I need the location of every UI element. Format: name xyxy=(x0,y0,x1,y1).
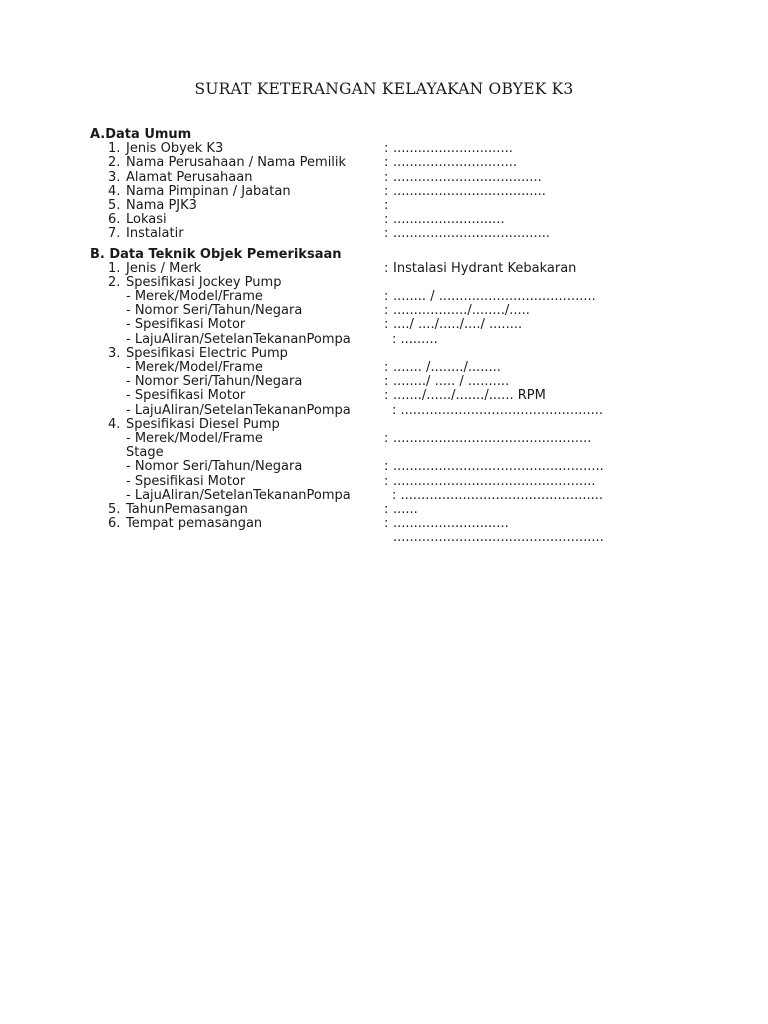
list-item xyxy=(90,260,577,276)
item-number: 1. xyxy=(108,141,121,157)
list-item-continuation xyxy=(90,530,604,546)
sub-item xyxy=(90,473,596,489)
item-value: ................../......../..... xyxy=(393,303,530,319)
item-value: ................................................. xyxy=(393,473,596,489)
item-label: Tempat pemasangan xyxy=(126,516,263,532)
item-colon: : xyxy=(384,501,389,517)
item-label: Jenis / Merk xyxy=(126,260,202,276)
item-label: Nama Pimpinan / Jabatan xyxy=(126,183,291,199)
item-colon: : xyxy=(384,197,389,213)
item-value: ..................................... xyxy=(393,183,546,199)
list-item xyxy=(90,226,551,242)
item-colon: : xyxy=(384,212,389,228)
item-value: : ................................................. xyxy=(392,402,603,418)
item-colon: : xyxy=(384,303,389,319)
list-item xyxy=(90,141,513,157)
document-body xyxy=(90,127,604,546)
item-number: 7. xyxy=(108,226,121,242)
item-colon: : xyxy=(384,459,389,475)
item-colon: : xyxy=(384,183,389,199)
list-item xyxy=(90,347,342,361)
sub-item-label: - Merek/Model/Frame xyxy=(126,289,263,305)
sub-item-label: - LajuAliran/SetelanTekananPompa xyxy=(126,487,351,503)
item-colon: : xyxy=(384,317,389,333)
item-value: ............................ xyxy=(393,516,509,532)
list-item xyxy=(90,276,342,290)
item-value: ........................... xyxy=(393,212,505,228)
item-value: ......./....../......./...... RPM xyxy=(393,388,546,404)
sub-item xyxy=(90,317,523,333)
sub-item-label: - Nomor Seri/Tahun/Negara xyxy=(126,459,303,475)
section-a-heading: A.Data Umum xyxy=(90,127,192,142)
item-value: : ......... xyxy=(392,331,438,347)
item-label: TahunPemasangan xyxy=(126,501,248,517)
list-item xyxy=(90,183,546,199)
item-number: 2. xyxy=(108,155,121,171)
item-number: 6. xyxy=(108,212,121,228)
sub-item xyxy=(90,430,592,446)
sub-item-label: - Nomor Seri/Tahun/Negara xyxy=(126,374,303,390)
item-colon: : xyxy=(384,289,389,305)
item-colon: : xyxy=(384,155,389,171)
item-value: .................................... xyxy=(393,169,542,185)
item-value: ................................................... xyxy=(393,459,604,475)
sub-item-label: - LajuAliran/SetelanTekananPompa xyxy=(126,331,351,347)
list-item xyxy=(90,212,505,228)
list-item xyxy=(90,155,517,171)
sub-item xyxy=(90,402,603,418)
sub-item xyxy=(90,374,510,390)
item-label: Lokasi xyxy=(126,212,167,228)
sub-item-label: - Spesifikasi Motor xyxy=(126,317,246,333)
sub-item xyxy=(90,289,596,305)
item-value: ....... /......../........ xyxy=(393,360,501,375)
document-title: SURAT KETERANGAN KELAYAKAN OBYEK K3 xyxy=(194,80,574,98)
item-colon: : xyxy=(384,141,389,157)
sub-item xyxy=(90,303,530,319)
item-number: 4. xyxy=(108,183,121,199)
sub-item-label: - Nomor Seri/Tahun/Negara xyxy=(126,303,303,319)
item-label: Spesifikasi Electric Pump xyxy=(126,345,288,361)
item-number: 4. xyxy=(108,416,121,432)
item-colon: : xyxy=(384,430,389,446)
item-value: ...... xyxy=(393,501,418,517)
section-b-heading: B. Data Teknik Objek Pemeriksaan xyxy=(90,246,342,262)
sub-item-label: - Spesifikasi Motor xyxy=(126,388,246,404)
item-label: Alamat Perusahaan xyxy=(126,169,253,185)
sub-item xyxy=(90,388,546,404)
sub-item xyxy=(90,459,604,475)
item-number: 5. xyxy=(108,197,121,213)
list-item xyxy=(90,516,509,532)
item-label: Spesifikasi Jockey Pump xyxy=(126,274,282,290)
item-label: Nama PJK3 xyxy=(126,197,197,213)
list-item xyxy=(90,169,542,185)
item-number: 1. xyxy=(108,260,121,276)
item-number: 3. xyxy=(108,345,121,361)
sub-item xyxy=(90,331,438,347)
item-colon: : xyxy=(384,516,389,532)
item-value: ......../ ..... / .......... xyxy=(393,374,510,390)
item-label: Spesifikasi Diesel Pump xyxy=(126,416,280,432)
list-item xyxy=(90,501,418,517)
list-item xyxy=(90,197,389,213)
item-colon: : xyxy=(384,473,389,489)
item-number: 5. xyxy=(108,501,121,517)
stage-label: Stage xyxy=(126,445,164,461)
sub-item xyxy=(90,487,603,503)
item-value: ..../ ..../...../..../ ........ xyxy=(393,317,523,333)
item-value: ............................. xyxy=(393,141,513,157)
item-number: 2. xyxy=(108,274,121,290)
item-colon: : xyxy=(384,374,389,390)
item-value: : ................................................. xyxy=(392,487,603,503)
item-label: Jenis Obyek K3 xyxy=(126,141,224,157)
sub-item-label: - Merek/Model/Frame xyxy=(126,360,263,375)
item-number: 3. xyxy=(108,169,121,185)
item-colon: : xyxy=(384,360,389,375)
item-number: 6. xyxy=(108,516,121,532)
item-value: .............................. xyxy=(393,155,517,171)
item-value: ................................................... xyxy=(393,530,604,546)
item-label: Instalatir xyxy=(126,226,184,242)
sub-item-label: - LajuAliran/SetelanTekananPompa xyxy=(126,402,351,418)
item-colon: : xyxy=(384,260,389,276)
item-colon: : xyxy=(384,169,389,185)
sub-item xyxy=(90,446,342,460)
item-value: ........ / ...................................... xyxy=(393,289,596,305)
item-value: Instalasi Hydrant Kebakaran xyxy=(393,260,577,276)
item-value: ................................................ xyxy=(393,430,592,446)
item-colon: : xyxy=(384,388,389,404)
sub-item xyxy=(90,360,501,375)
item-colon: : xyxy=(384,226,389,242)
item-label: Nama Perusahaan / Nama Pemilik xyxy=(126,155,347,171)
item-value: ...................................... xyxy=(393,226,551,242)
sub-item-label: - Merek/Model/Frame xyxy=(126,430,263,446)
sub-item-label: - Spesifikasi Motor xyxy=(126,473,246,489)
list-item xyxy=(90,418,342,432)
